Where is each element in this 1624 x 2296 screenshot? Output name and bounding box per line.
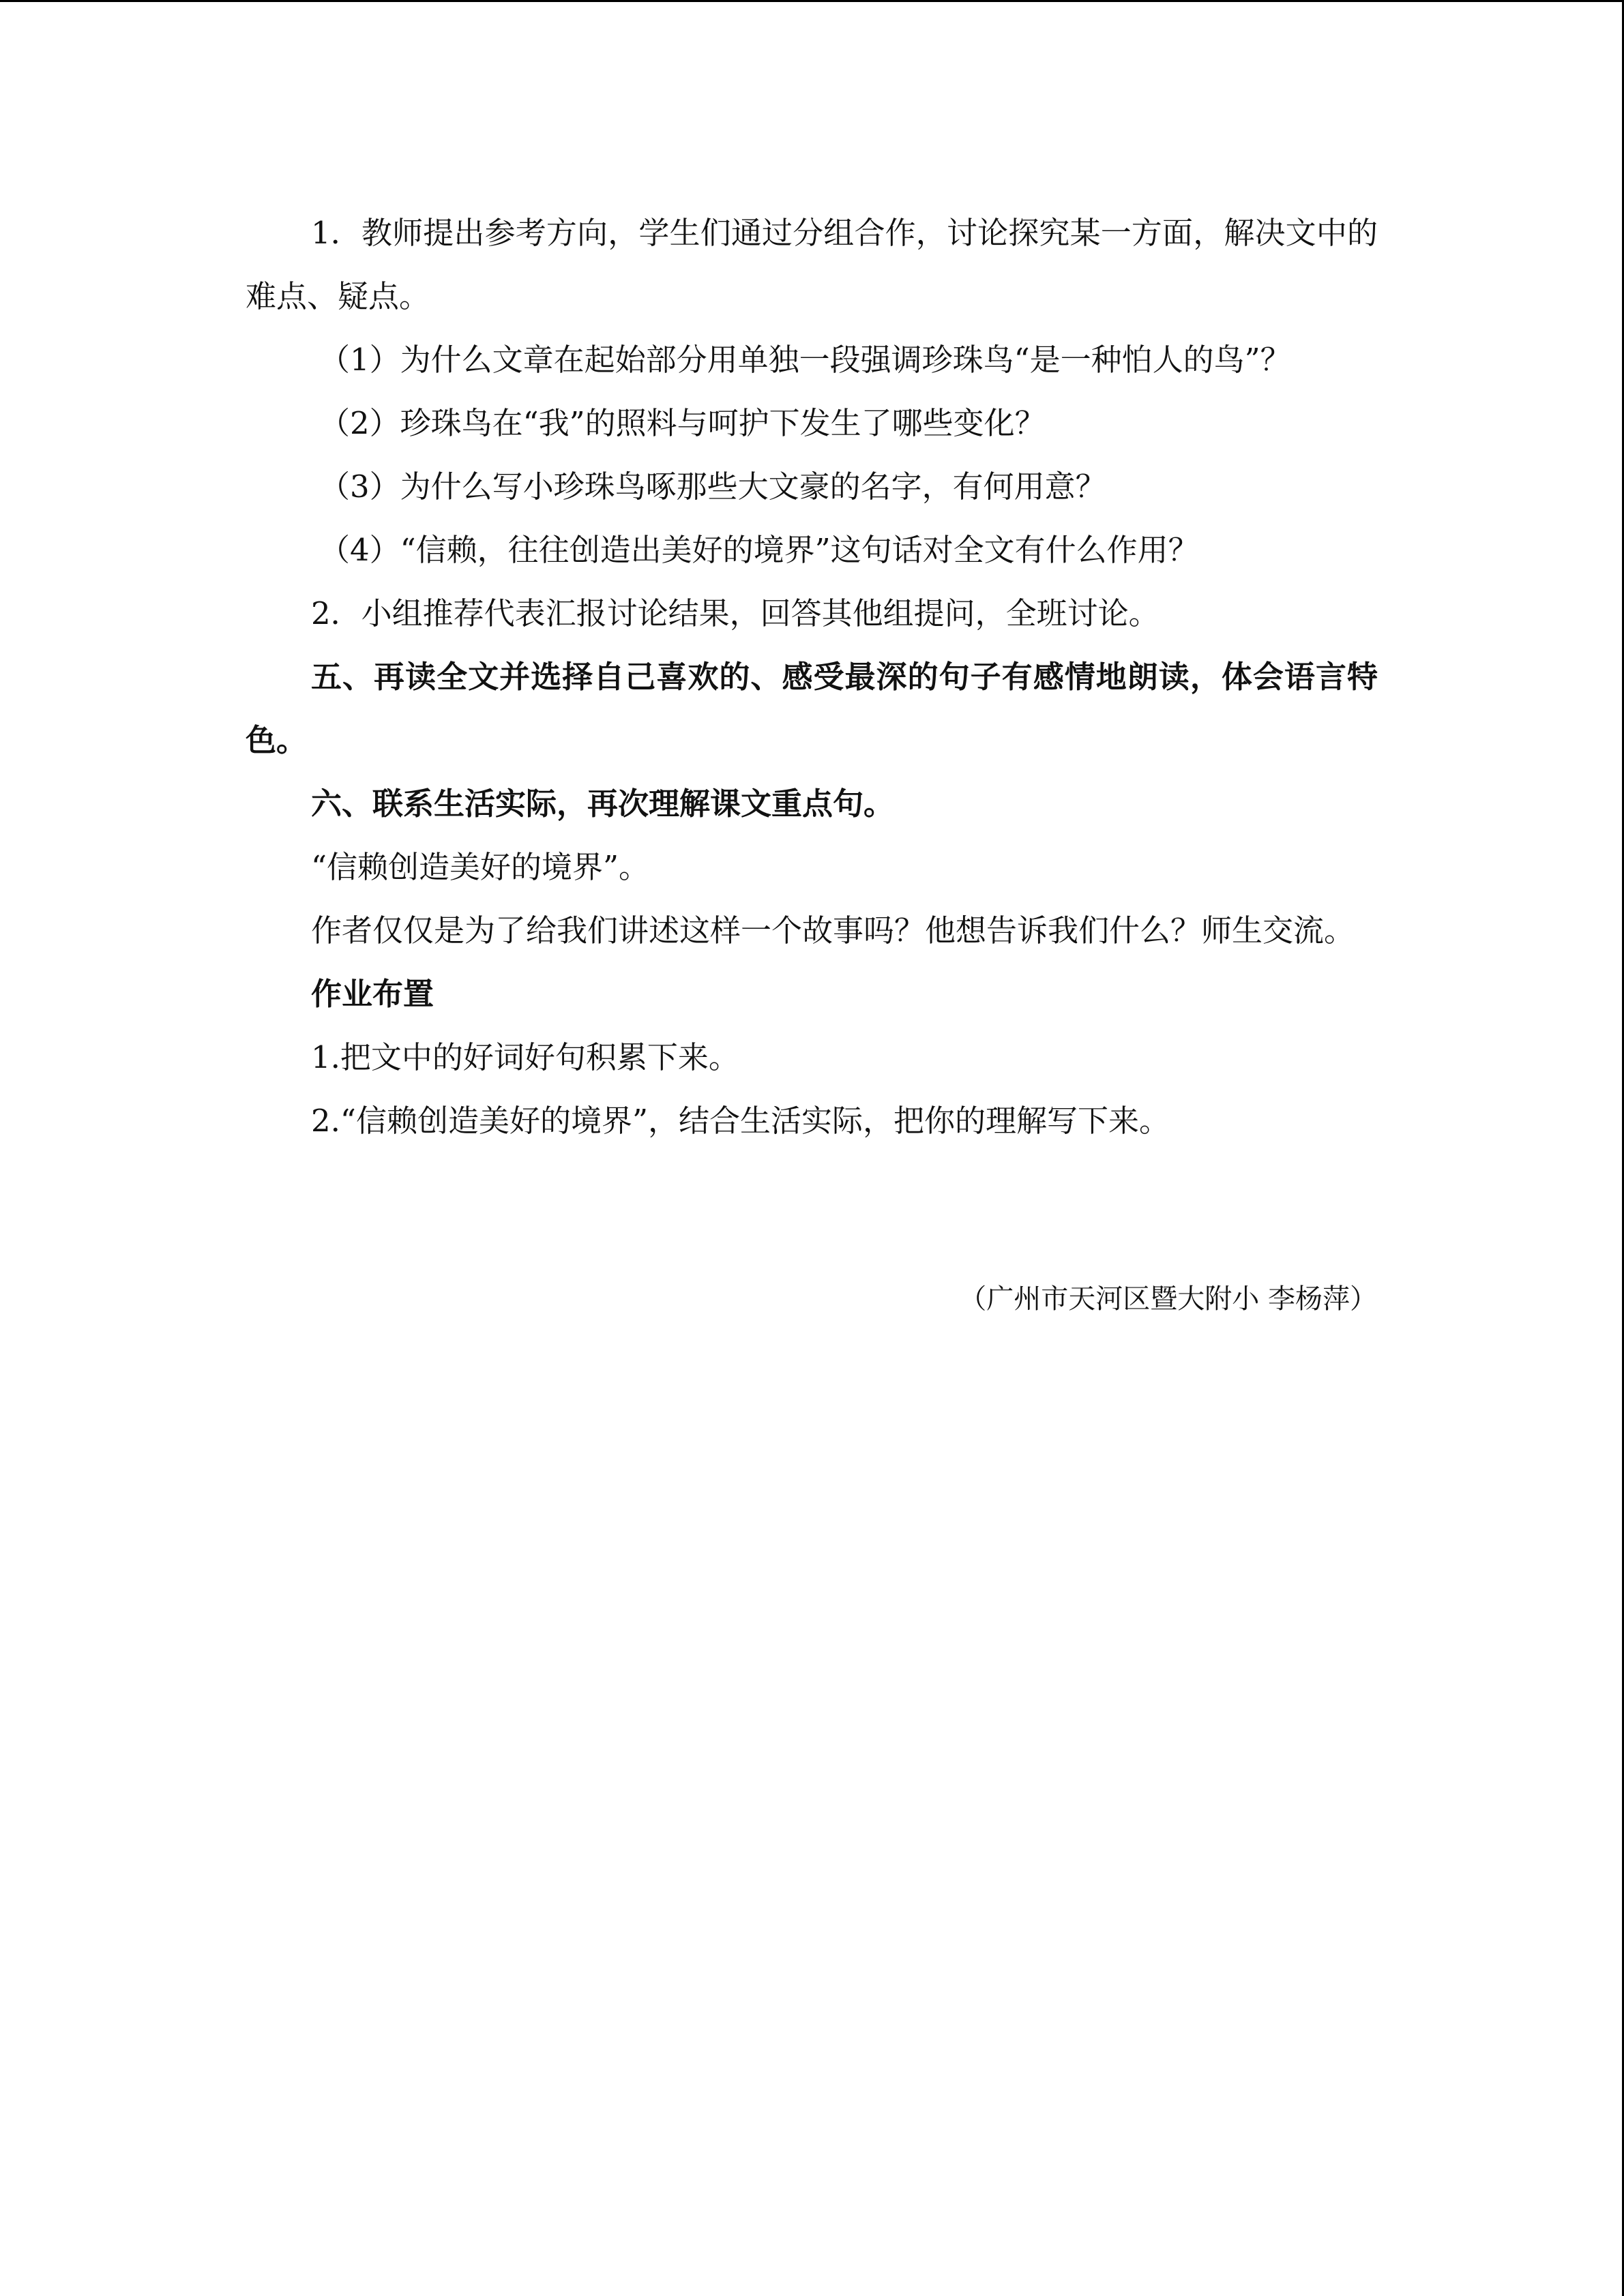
author-signature: （广州市天河区暨大附小 李杨萍）	[959, 1283, 1377, 1315]
homework-item-2: 2.“信赖创造美好的境界”，结合生活实际，把你的理解写下来。	[311, 1103, 1170, 1139]
page-border-top	[0, 0, 1624, 2]
discussion-paragraph: 作者仅仅是为了给我们讲述这样一个故事吗？他想告诉我们什么？师生交流。	[311, 912, 1355, 949]
step-1-paragraph: 1．教师提出参考方向，学生们通过分组合作，讨论探究某一方面，解决文中的难点、疑点。	[246, 215, 1378, 314]
question-3: （3）为什么写小珍珠鸟啄那些大文豪的名字，有何用意？	[319, 468, 1106, 505]
document-body	[246, 201, 1378, 1152]
homework-heading: 作业布置	[311, 976, 434, 1012]
homework-item-1: 1.把文中的好词好句积累下来。	[311, 1039, 739, 1075]
step-2-paragraph: 2．小组推荐代表汇报讨论结果，回答其他组提问，全班讨论。	[311, 595, 1160, 631]
key-sentence: “信赖创造美好的境界”。	[311, 849, 650, 885]
section-6-heading: 六、联系生活实际，再次理解课文重点句。	[311, 786, 895, 822]
question-1: （1）为什么文章在起始部分用单独一段强调珍珠鸟“是一种怕人的鸟”？	[319, 342, 1291, 378]
question-2: （2）珍珠鸟在“我”的照料与呵护下发生了哪些变化？	[319, 405, 1046, 441]
section-5-heading: 五、再读全文并选择自己喜欢的、感受最深的句子有感情地朗读，体会语言特色。	[246, 659, 1378, 758]
question-4: （4）“信赖，往往创造出美好的境界”这句话对全文有什么作用？	[319, 532, 1199, 568]
